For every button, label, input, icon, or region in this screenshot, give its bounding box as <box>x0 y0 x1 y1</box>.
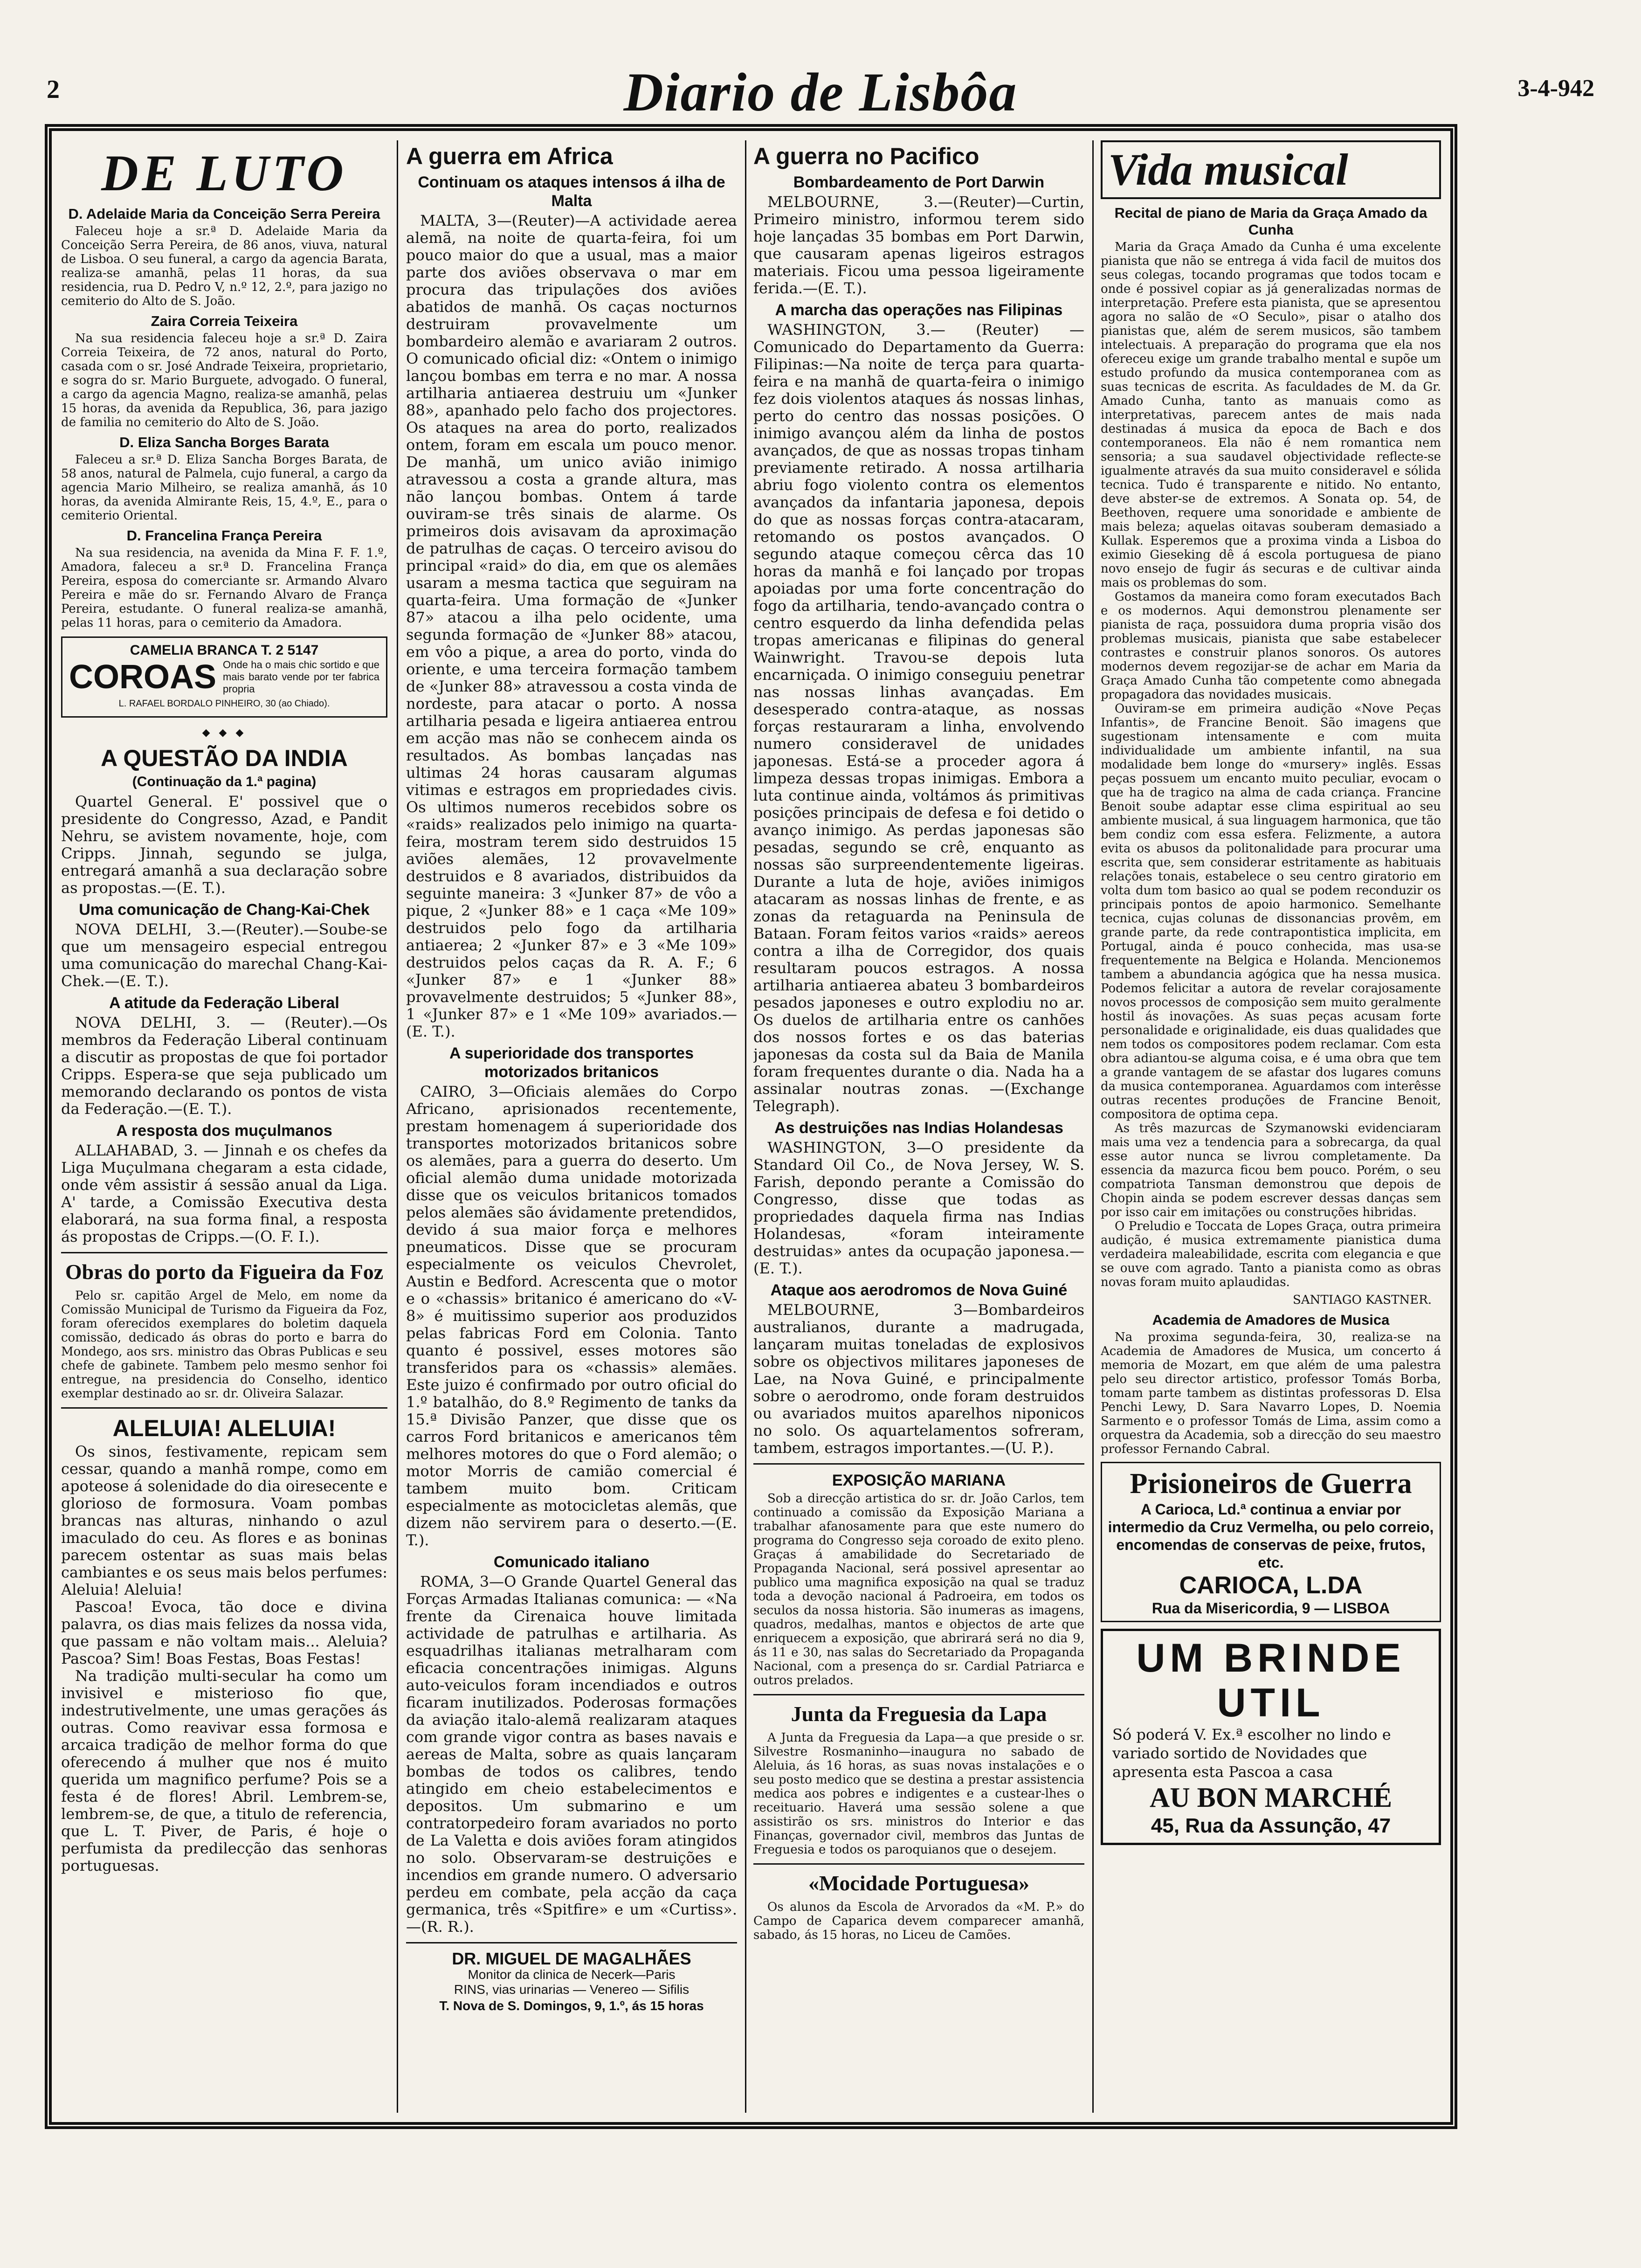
article-heading: A guerra no Pacifico <box>753 143 979 169</box>
divider <box>753 1463 1084 1465</box>
article-heading: EXPOSIÇÃO MARIANA <box>832 1472 1006 1489</box>
section-heading: A superioridade dos transportes motorizados britanicos <box>449 1044 694 1081</box>
advert-header: CAMELIA BRANCA T. 2 5147 <box>130 643 319 658</box>
author-signature: SANTIAGO KASTNER. <box>1293 1293 1432 1307</box>
advert-address: L. RAFAEL BORDALO PINHEIRO, 30 (ao Chiado). <box>118 698 330 709</box>
advert-heading: Prisioneiros de Guerra <box>1130 1468 1412 1500</box>
article-paragraph: Quartel General. E' possivel que o presidente do Congresso, Azad, e Pandit Nehru, se avistem novamente, hoje, com Cripps. Jinnah, segundo se julga, entregará amanhã a sua declaração sobre as propostas.—(E. T.). <box>61 793 387 897</box>
article-paragraph: A Junta da Freguesia da Lapa—a que preside o sr. Silvestre Rosmaninho—inaugura no sabado de Aleluia, ás 16 horas, as suas novas instalações e o seu posto medico que se destina a prestar assistencia medica aos pobres e indigentes e a custear-lhes o receituario. Haverá uma sessão solene a que assistirão os srs. ministros do Interior e das Finanças, governador civil, membros das Juntas de Freguesia e todos os paroquianos que o desejem. <box>753 1731 1084 1857</box>
advert-body <box>69 659 379 695</box>
article-paragraph: Gostamos da maneira como foram executados Bach e os modernos. Aqui demonstrou plenamente ser pianista de raça, possuidora duma propria visão dos problemas musicais, pianista que sabe estabelecer contrastes e construir planos sonoros. Os autores modernos devem regozijar-se de achar em Maria da Graça Amado Cunha tão competente como abnegada propagadora das novidades musicais. <box>1101 590 1441 702</box>
carioca-advert <box>1101 1462 1441 1622</box>
divider <box>753 1694 1084 1695</box>
doctor-title: Monitor da clinica de Necerk—Paris <box>468 1967 676 1982</box>
column-3 <box>753 140 1084 2113</box>
advert-body: A Carioca, Ld.ª continua a enviar por intermedio da Cruz Vermelha, ou pelo correio, encomendas de conservas de peixe, frutos, etc. <box>1108 1501 1434 1571</box>
section-heading: A atitude da Federação Liberal <box>109 994 339 1012</box>
divider <box>61 1252 387 1253</box>
article-heading: ALELUIA! ALELUIA! <box>112 1415 336 1441</box>
article-paragraph: MELBOURNE, 3.—(Reuter)—Curtin, Primeiro ministro, informou terem sido hoje lançadas 35 bombas em Port Darwin, que causaram apenas ligeiros estragos materiais. Ficou uma pessoa ligeiramente ferida.—(E. T.). <box>753 193 1084 297</box>
page-frame <box>49 128 1453 2125</box>
section-heading: Academia de Amadores de Musica <box>1152 1312 1390 1328</box>
obituary-name: D. Francelina França Pereira <box>126 527 322 544</box>
article-heading: A guerra em Africa <box>406 143 613 169</box>
article-paragraph: As três mazurcas de Szymanowski evidenciaram mais uma vez a tendencia para a sobrecarga, da qual esse autor nunca se livrou completamente. Da essencia da mazurca ficou bem pouco. Porém, o seu compatriota Tansman demonstrou que depois de Chopin ainda se podem escrever dessas danças sem por isso cair em imitações ou construções hibridas. <box>1101 1121 1441 1219</box>
doctor-advert <box>406 1950 737 2014</box>
section-heading: A resposta dos muçulmanos <box>116 1122 332 1140</box>
advert-brand: CARIOCA, L.DA <box>1179 1572 1363 1599</box>
issue-date: 3-4-942 <box>1517 75 1594 102</box>
obituary-text: Na sua residencia, na avenida da Mina F. F. 1.º, Amadora, faleceu a sr.ª D. Francelina França Pereira, esposa do comerciante sr. Armando Alvaro Pereira e mãe do sr. Fernando Alvaro de França Pereira, estudante. O funeral realiza-se amanhã, pelas 11 horas, para o cemiterio da Amadora. <box>61 546 387 630</box>
article-paragraph: Sob a direcção artistica do sr. dr. João Carlos, tem continuado a comissão da Exposição Mariana a trabalhar afanosamente para que este numero do programa do Congresso seja coroado de exito pleno. Graças á amabilidade do Secretariado de Propaganda Nacional, será possivel apresentar ao publico uma magnifica exposição na qual se traduz toda a devoção nacional á Padroeira, em todos os seculos da nossa historia. São inumeras as imagens, quadros, medalhas, mantos e objectos de arte que enriquecem a exposição, que abrirará será no dia 9, ás 11 e 30, nas salas do Secretariado da Propaganda Nacional, com a presença do sr. Cardial Patriarca e outros prelados. <box>753 1492 1084 1687</box>
advert-brand: AU BON MARCHÉ <box>1150 1782 1392 1813</box>
divider <box>753 1863 1084 1865</box>
article-paragraph: Ouviram-se em primeira audição «Nove Peças Infantis», de Francine Benoit. São imagens que sugestionam intensamente e com muita individualidade um ambiente infantil, na sua modalidade bem longe do «mursery» inglês. Essas peças possuem um encanto muito peculiar, evocam o que ha de tragico na alma de cada criança. Francine Benoit soube adaptar esse clima espiritual ao seu ambiente musical, á sua linguagem harmonica, que tão bem condiz com essa esfera. Felizmente, a autora evita os abusos da politonalidade para procurar uma escrita que, sem considerar estritamente as habituais relações tonais, estabelece o seu centro giratorio em volta dum tom basico ao qual se podem reconduzir os principais pontos de apoio harmonico. Semelhante tecnica, cujas colunas de dissonancias provêm, em grande parte, da rede contrapontistica implicita, em Portugal, ainda é pouco conhecida, mas usa-se frequentemente na Belgica e Holanda. Mencionemos tambem a abundancia agógica que ha nessa musica. Podemos felicitar a autora de revelar corajosamente novos processos de composição sem muito geralmente hostil ás inovações. As suas peças acusam forte personalidade e originalidade, eis duas qualidades que nem todos os compositores podem reclamar. Com esta obra adiantou-se alguma coisa, e é uma obra que tem a grande vantagem de se afastar dos lugares comuns da musica contemporanea. Aguardamos com interêsse outras recentes produções de Francine Benoit, compositora de optima cepa. <box>1101 702 1441 1121</box>
article-paragraph: NOVA DELHI, 3. — (Reuter).—Os membros da Federação Liberal continuam a discutir as propostas de que foi portador Cripps. Espera-se que seja publicado um memorando declarando os pontos de vista da Federação.—(E. T.). <box>61 1014 387 1118</box>
article-heading: Obras do porto da Figueira da Foz <box>65 1260 384 1284</box>
advert-body: Só poderá V. Ex.ª escolher no lindo e variado sortido de Novidades que apresenta esta Pascoa a casa <box>1112 1726 1391 1781</box>
section-heading: Uma comunicação de Chang-Kai-Chek <box>79 901 370 919</box>
article-paragraph: Os alunos da Escola de Arvorados da «M. P.» do Campo de Caparica devem comparecer amanhã, sabado, ás 15 horas, no Liceu de Camões. <box>753 1900 1084 1942</box>
section-heading: Ataque aos aerodromos de Nova Guiné <box>770 1281 1068 1299</box>
article-paragraph: ROMA, 3—O Grande Quartel General das Forças Armadas Italianas comunica: — «Na frente da Cirenaica houve limitada actividade de patrulhas e artilharia. As esquadrilhas italianas metralharam com eficacia concentrações inimigas. Alguns auto-veiculos foram incendiados e outros ficaram inutilizados. Poderosas formações da aviação italo-alemã realizaram ataques com grande vigor contra as bases navais e aereas de Malta, sobre as quais lançaram bombas de todos os calibres, tendo atingido em cheio estabelecimentos e depositos. Um submarino e um contratorpedeiro foram avariados no porto de La Valetta e dois aviões foram atingidos no solo. Observaram-se destruições e incendios em grande numero. O adversario perdeu em combate, pela acção da caça germanica, três «Spitfire» e um «Curtiss».—(R. R.). <box>406 1573 737 1936</box>
advert-heading: UM BRINDE UTIL <box>1136 1636 1406 1725</box>
obituary-text: Faleceu hoje a sr.ª D. Adelaide Maria da Conceição Serra Pereira, de 86 anos, viuva, natural de Lisboa. O seu funeral, a cargo da agencia Barata, realiza-se amanhã, pelas 11 horas, da sua residencia, rua D. Pedro V, n.º 12, 2.º, para jazigo no cemiterio do Alto de S. João. <box>61 224 387 308</box>
article-paragraph: Na tradição multi-secular ha como um invisivel e misterioso fio que, indestrutivelmente, une umas gerações ás outras. Como reavivar essa formosa e arcaica tradição de melhor forma do que oferecendo á mulher que nos é muito querida um magnifico perfume? Pois se a festa é de flores! Abril. Lembrem-se, lembrem-se, de que, a titulo de referencia, que L. T. Piver, de Paris, é hoje o perfumista da predilecção das senhoras portuguesas. <box>61 1667 387 1874</box>
column-rule <box>745 140 746 2113</box>
newspaper-title: Diario de Lisbôa <box>623 62 1018 123</box>
section-masthead: Vida musical <box>1101 140 1441 199</box>
advert-address: 45, Rua da Assunção, 47 <box>1151 1814 1391 1837</box>
article-paragraph: WASHINGTON, 3.— (Reuter) — Comunicado do Departamento da Guerra: Filipinas:—Na noite de terça para quarta-feira e na manhã de quarta-feira o inimigo fez dois violentos ataques ás nossas linhas, perto do centro das nossas posições. O inimigo avançou além da linha de postos avançados, de que as nossas tropas tinham previamente retirado. A nossa artilharia abriu fogo violento contra os elementos avançados da infantaria japonesa, depois do que as nossas forças contra-atacaram, retomando os postos avançados. O segundo ataque começou cêrca das 10 horas da manhã e foi lançado por tropas apoiadas por uma forte concentração do fogo da artilharia, tendo-avançado contra o centro esquerdo da linha defendida pelas tropas americanas e filipinas do general Wainwright. Travou-se depois luta encarniçada. O inimigo conseguiu penetrar nas nossas linhas avançadas. Em desesperado contra-ataque, as nossas forças restauraram a linha, envolvendo numero consideravel de unidades japonesas. Está-se a proceder agora á limpeza dessas tropas inimigas. Embora a luta continue ainda, voltámos ás primitivas posições principais de defesa e foi detido o avanço inimigo. As perdas japonesas são pesadas, segundo se crê, enquanto as nossas são surpreendentemente ligeiras. Durante a luta de hoje, aviões inimigos atacaram as nossas linhas de frente, e as zonas da retaguarda na Peninsula de Bataan. Foram feitos varios «raids» aereos contra a ilha de Corregidor, dos quais resultaram poucos estragos. A nossa artilharia antiaerea abateu 3 bombardeiros pesados japoneses e outro explodiu no ar. Os duelos de artilharia entre os canhões dos nossos fortes e os das baterias japonesas da costa sul da Baia de Manila foram frequentes durante o dia. Nada ha a assinalar noutras zonas. —(Exchange Telegraph). <box>753 321 1084 1115</box>
section-heading: Comunicado italiano <box>493 1553 650 1571</box>
masthead <box>47 56 1594 131</box>
article-paragraph: Pelo sr. capitão Argel de Melo, em nome da Comissão Municipal de Turismo da Figueira da Foz, foram oferecidos exemplares do boletim daquela comissão, dedicado ás obras do porto e barra do Mondego, aos srs. ministro das Obras Publicas e seu chefe de gabinete. Tambem pelo mesmo senhor foi entregue, na presidencia do Conselho, identico exemplar destinado ao sr. dr. Oliveira Salazar. <box>61 1289 387 1401</box>
column-rule <box>1092 140 1094 2113</box>
ornament-divider: ◆ ◆ ◆ <box>202 727 247 739</box>
article-paragraph: Na proxima segunda-feira, 30, realiza-se na Academia de Amadores de Musica, um concerto á memoria de Mozart, em que além de uma palestra pelo seu director artistico, professor Tomás Borba, tomam parte tambem as distintas professoras D. Elsa Penchi Lewy, D. Sara Navarro Lopes, D. Noemia Sarmento e o professor Tomás de Lima, assim como a orquestra da Academia, sob a direcção do seu maestro professor Fernando Cabral. <box>1101 1330 1441 1456</box>
divider <box>61 1407 387 1409</box>
doctor-name: DR. MIGUEL DE MAGALHÃES <box>452 1949 691 1968</box>
column-4 <box>1101 140 1441 2113</box>
article-paragraph: MALTA, 3—(Reuter)—A actividade aerea alemã, na noite de quarta-feira, foi um pouco maior do que a usual, mas a maior parte dos aviões observava o mar em procura das tripulações dos aviões abatidos de manhã. Os caças nocturnos destruiram provavelmente um bombardeiro alemão e avariaram 2 outros. O comunicado oficial diz: «Ontem o inimigo lançou bombas em terra e no mar. A nossa artilharia antiaerea destruiu um «Junker 88», apanhado pelo facho dos projectores. Os ataques na area do porto, realizados ontem, foram em escala um pouco menor. De manhã, um unico avião inimigo atravessou a costa a grande altura, mas não lançou bombas. Ontem á tarde ouviram-se três sinais de alarme. Os primeiros dois avisavam da aproximação de patrulhas de caças. O terceiro avisou do principal «raid» do dia, em que os alemães usaram a mesma tactica que seguiram na quarta-feira. Uma formação de «Junker 87» atacou a ilha pelo ocidente, uma segunda formação de «Junker 88» atacou, em vôo a pique, a area do porto, vinda do oriente, e uma terceira formação tambem de «Junker 88» atravessou a costa vinda de nordeste, para atacar o porto. A nossa artilharia pesada e ligeira antiaerea entrou em acção mas não se conhecem ainda os resultados. As bombas lançadas nas ultimas 24 horas causaram algumas vitimas e estragos em propriedades civis. Os ultimos numeros recebidos sobre os «raids» realizados pelo inimigo na quarta-feira, mostram terem sido destruidos 15 aviões alemães, 12 provavelmente destruidos e 8 avariados, distribuidos da seguinte maneira: 3 «Junker 87» de vôo a pique, 2 «Junker 88» e 1 caça «Me 109» destruidos pelo fogo da artilharia antiaerea; 2 «Junker 87» e 3 «Me 109» destruidos pelos caças da R. A. F.; 6 «Junker 87» e 1 «Junker 88» provavelmente destruidos; 5 «Junker 88», 1 «Junker 87» e 1 «Me 109» avariados.—(E. T.). <box>406 212 737 1040</box>
section-heading: A marcha das operações nas Filipinas <box>775 301 1063 319</box>
article-paragraph: Os sinos, festivamente, repicam sem cessar, quando a manhã rompe, como em apoteose á solenidade do dia oiresecente e glorioso de formosura. Voam pombas brancas nas alturas, ninhando o azul imaculado do ceu. As flores e as boninas parecem ostentar as suas mais belas cambiantes e os seus mais belos perfumes: Aleluia! Aleluia! <box>61 1443 387 1598</box>
article-heading: Recital de piano de Maria da Graça Amado da Cunha <box>1114 205 1427 238</box>
mourning-heading: DE LUTO <box>101 145 347 201</box>
article-paragraph: Pascoa! Evoca, tão doce e divina palavra, os dias mais felizes da nossa vida, que passam e não voltam mais... Aleluia? Pascoa? Sim! Boas Festas, Boas Festas! <box>61 1598 387 1667</box>
article-heading: Junta da Freguesia da Lapa <box>791 1702 1047 1726</box>
article-paragraph: CAIRO, 3—Oficiais alemães do Corpo Africano, aprisionados recentemente, prestam homenagem á superioridade dos transportes motorizados britanicos sobre os alemães, para a guerra do deserto. Um oficial alemão duma unidade motorizada disse que os veiculos britanicos tomados pelos alemães são ávidamente pretendidos, devido á sua maior força e melhores pneumaticos. Disse que se procuram especialmente os veiculos Chevrolet, Austin e Bedford. Acrescenta que o motor e o «chassis» britanico é americano do «V-8» é muitissimo superior aos produzidos pelas fabricas Ford em Colonia. Tanto quanto é possivel, esses motores são transferidos para os «chassis» alemães. Este juizo é confirmado por outro oficial do 1.º batalhão, do 8.º Regimento de tanks da 15.ª Divisão Panzer, que disse que os carros Ford britanicos e americanos têm melhores motores do que o Ford alemão; o motor Morris de camião comercial é tambem muito bom. Criticam especialmente as motocicletas alemãs, que dizem não servirem para o deserto.—(E. T.). <box>406 1083 737 1549</box>
advert-coroas: COROAS <box>69 658 217 696</box>
page-number: 2 <box>47 75 60 104</box>
column-2 <box>406 140 737 2113</box>
obituary-text: Na sua residencia faleceu hoje a sr.ª D. Zaira Correia Teixeira, de 72 anos, natural do Porto, casada com o sr. José Andrade Teixeira, proprietario, e sogra do sr. Mario Burguete, advogado. O funeral, a cargo da agencia Magno, realiza-se amanhã, pelas 15 horas, da avenida da Republica, 36, para jazigo de familia no cemiterio do Alto de S. João. <box>61 332 387 429</box>
obituary-text: Faleceu a sr.ª D. Eliza Sancha Borges Barata, de 58 anos, natural de Palmela, cujo funeral, a cargo da agencia Mario Milheiro, se realiza amanhã, ás 10 horas, da avenida Almirante Reis, 15, 4.º, E., para o cemiterio Oriental. <box>61 453 387 523</box>
article-subheading: (Continuação da 1.ª pagina) <box>132 774 317 789</box>
advert-side-text: Onde ha o mais chic sortido e que mais barato vende por ter fabrica propria <box>223 659 379 695</box>
bon-marche-advert <box>1101 1629 1441 1845</box>
obituary-name: D. Adelaide Maria da Conceição Serra Pereira <box>68 206 380 222</box>
advert-address: Rua da Misericordia, 9 — LISBOA <box>1151 1600 1390 1617</box>
column-rule <box>397 140 398 2113</box>
article-paragraph: ALLAHABAD, 3. — Jinnah e os chefes da Liga Muçulmana chegaram a esta cidade, onde vêm assistir á sessão anual da Liga. A' tarde, a Comissão Executiva desta elaborará, na sua forma final, a resposta ás propostas de Cripps.—(O. F. I.). <box>61 1141 387 1245</box>
section-heading: As destruições nas Indias Holandesas <box>774 1119 1063 1137</box>
article-subheading: Continuam os ataques intensos á ilha de Malta <box>418 173 725 210</box>
florist-advert <box>61 636 387 718</box>
article-paragraph: NOVA DELHI, 3.—(Reuter).—Soube-se que um mensageiro especial entregou uma comunicação do marechal Chang-Kai-Chek.—(E. T.). <box>61 920 387 990</box>
doctor-address: T. Nova de S. Domingos, 9, 1.º, ás 15 horas <box>439 1998 704 2013</box>
divider <box>406 1942 737 1943</box>
obituary-name: Zaira Correia Teixeira <box>151 313 298 329</box>
article-subheading: Bombardeamento de Port Darwin <box>793 173 1045 191</box>
doctor-specialties: RINS, vias urinarias — Venereo — Sifilis <box>454 1982 689 1997</box>
obituary-name: D. Eliza Sancha Borges Barata <box>119 434 329 450</box>
article-heading: A QUESTÃO DA INDIA <box>101 745 348 771</box>
article-paragraph: MELBOURNE, 3—Bombardeiros australianos, durante a madrugada, lançaram muitas toneladas de explosivos sobre os objectivos militares japoneses de Lae, na Nova Guiné, e principalmente sobre o aerodromo, onde foram destruidos ou avariados muitos aparelhos niponicos no solo. Os aquartelamentos sofreram, tambem, estragos importantes.—(U. P.). <box>753 1301 1084 1457</box>
article-paragraph: Maria da Graça Amado da Cunha é uma excelente pianista que não se entrega á vida facil de muitos dos seus colegas, tocando programas que todos tocam e onde é possivel copiar as já generalizadas normas de interpretação. Prefere esta pianista, que se apresentou agora no salão de «O Seculo», pisar o atalho dos pianistas que, além de serem musicos, são tambem intelectuais. A preparação do programa que ela nos ofereceu exige um grande trabalho mental e supõe um estudo profundo da musica contemporanea com as suas tecnicas de escrita. As faculdades de M. da Gr. Amado Cunha, tanto as manuais como as interpretativas, parecem antes de mais nada destinadas á musica da epoca de Bach e dos contemporaneos. Ela não é nem romantica nem sensoria; a sua saudavel objectividade reflecte-se igualmente através da sua muito consideravel e sólida tecnica. Tudo é transparente e nitido. No entanto, deve abster-se de extremos. A Sonata op. 54, de Beethoven, requere uma sonoridade e ambiente de mais beleza; aquelas oitavas souberam demasiado a Kullak. Esperemos que a proxima vinda a Lisboa do eximio Gieseking dê á escola portuguesa de piano novo ensejo de fugir ás securas e de cultivar ainda mais os problemas do som. <box>1101 240 1441 590</box>
article-paragraph: O Preludio e Toccata de Lopes Graça, outra primeira audição, é musica extremamente pianistica duma verdadeira maleabilidade, escrita com elegancia e que se ouve com agrado. Tanto a pianista como as obras novas foram muito aplaudidas. <box>1101 1219 1441 1289</box>
column-1 <box>61 140 387 2113</box>
article-heading: «Mocidade Portuguesa» <box>808 1871 1029 1895</box>
article-paragraph: WASHINGTON, 3—O presidente da Standard Oil Co., de Nova Jersey, W. S. Farish, depondo perante a Comissão do Congresso, disse que todas as propriedades daquela firma nas Indias Holandesas, «foram inteiramente destruidas» antes da ocupação japonesa.—(E. T.). <box>753 1139 1084 1277</box>
